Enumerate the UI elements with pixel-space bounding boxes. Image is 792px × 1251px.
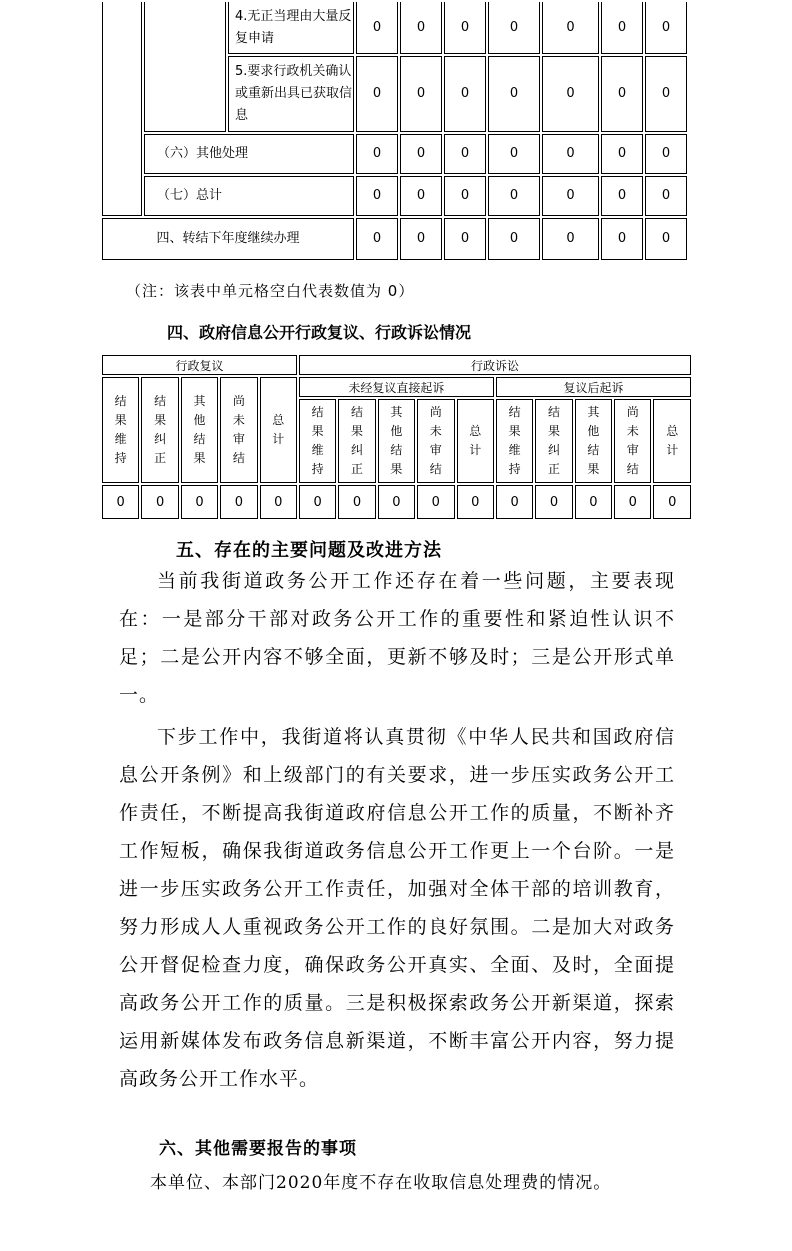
cell: 0 <box>356 56 398 132</box>
row-label: 5.要求行政机关确认或重新出具已获取信息 <box>228 56 354 132</box>
cell: 0 <box>614 485 651 519</box>
cell: 0 <box>645 56 687 132</box>
cell: 0 <box>645 218 687 260</box>
cell: 0 <box>535 485 572 519</box>
cell: 0 <box>356 134 398 174</box>
cell: 0 <box>378 485 415 519</box>
col-header: 结果纠正 <box>141 377 178 483</box>
cell: 0 <box>400 2 442 54</box>
col-header: 尚未审结 <box>220 377 257 483</box>
disposal-table <box>100 0 689 262</box>
cell: 0 <box>417 485 454 519</box>
cell: 0 <box>400 218 442 260</box>
cell: 0 <box>645 134 687 174</box>
col-header: 尚未审结 <box>614 399 651 483</box>
cell: 0 <box>542 218 599 260</box>
category-cell <box>102 2 142 216</box>
cell: 0 <box>181 485 218 519</box>
cell: 0 <box>575 485 612 519</box>
section6-text: 本单位、本部门2020年度不存在收取信息处理费的情况。 <box>150 1173 612 1193</box>
section5-title: 五、存在的主要问题及改进方法 <box>176 540 442 561</box>
row-label: （六）其他处理 <box>144 134 354 174</box>
col-header: 尚未审结 <box>417 399 454 483</box>
cell: 0 <box>488 56 540 132</box>
cell: 0 <box>338 485 375 519</box>
section6-title: 六、其他需要报告的事项 <box>159 1139 357 1159</box>
cell: 0 <box>400 176 442 216</box>
cell: 0 <box>400 134 442 174</box>
subcategory-cell <box>144 2 226 132</box>
cell: 0 <box>141 485 178 519</box>
col-header: 结果纠正 <box>338 399 375 483</box>
cell: 0 <box>653 485 691 519</box>
cell: 0 <box>542 176 599 216</box>
col-header: 总计 <box>260 377 297 483</box>
cell: 0 <box>356 176 398 216</box>
col-header: 结果纠正 <box>535 399 572 483</box>
cell: 0 <box>488 176 540 216</box>
row-label: 4.无正当理由大量反复申请 <box>228 2 354 54</box>
cell: 0 <box>601 2 643 54</box>
col-header: 结果维持 <box>299 399 336 483</box>
col-header: 其他结果 <box>181 377 218 483</box>
cell: 0 <box>444 218 486 260</box>
cell: 0 <box>444 56 486 132</box>
col-header: 其他结果 <box>378 399 415 483</box>
cell: 0 <box>601 176 643 216</box>
row-label: 四、转结下年度继续办理 <box>102 218 354 260</box>
cell: 0 <box>496 485 533 519</box>
paragraph-improvements: 下步工作中，我街道将认真贯彻《中华人民共和国政府信息公开条例》和上级部门的有关要求，进一步压实政务公开工作责任，不断提高我街道政府信息公开工作的质量，不断补齐工作短板，确保我街道政务信息公开工作更上一个台阶。一是进一步压实政务公开工作责任，加强对全体干部的培训教育，努力形成人人重视政务公开工作的良好氛围。二是加大对政务公开督促检查力度，确保政务公开真实、全面、及时，全面提高政务公开工作的质量。三是积极探索政务公开新渠道，探索运用新媒体发布政务信息新渠道，不断丰富公开内容，努力提高政务公开工作水平。 <box>119 726 675 1090</box>
cell: 0 <box>542 56 599 132</box>
cell: 0 <box>444 134 486 174</box>
group-header-review: 行政复议 <box>102 355 297 375</box>
col-header: 总计 <box>457 399 494 483</box>
col-header: 其他结果 <box>575 399 612 483</box>
row-label: （七）总计 <box>144 176 354 216</box>
sub-header-direct: 未经复议直接起诉 <box>299 377 494 397</box>
cell: 0 <box>356 2 398 54</box>
cell: 0 <box>645 176 687 216</box>
cell: 0 <box>488 134 540 174</box>
cell: 0 <box>400 56 442 132</box>
cell: 0 <box>299 485 336 519</box>
cell: 0 <box>102 485 139 519</box>
cell: 0 <box>488 218 540 260</box>
cell: 0 <box>457 485 494 519</box>
cell: 0 <box>488 2 540 54</box>
paragraph-problems: 当前我街道政务公开工作还存在着一些问题，主要表现在：一是部分干部对政务公开工作的重要性和紧迫性认识不足；二是公开内容不够全面，更新不够及时；三是公开形式单一。 <box>119 570 675 706</box>
col-header: 结果维持 <box>496 399 533 483</box>
cell: 0 <box>444 2 486 54</box>
col-header: 结果维持 <box>102 377 139 483</box>
cell: 0 <box>220 485 257 519</box>
cell: 0 <box>444 176 486 216</box>
cell: 0 <box>601 218 643 260</box>
cell: 0 <box>542 134 599 174</box>
cell: 0 <box>260 485 297 519</box>
cell: 0 <box>645 2 687 54</box>
group-header-litigation: 行政诉讼 <box>299 355 691 375</box>
table-note: （注：该表中单元格空白代表数值为 0） <box>126 282 415 300</box>
review-litigation-table <box>100 353 693 521</box>
cell: 0 <box>356 218 398 260</box>
cell: 0 <box>601 56 643 132</box>
col-header: 总计 <box>653 399 691 483</box>
sub-header-after-review: 复议后起诉 <box>496 377 691 397</box>
section4-title: 四、政府信息公开行政复议、行政诉讼情况 <box>167 323 472 342</box>
cell: 0 <box>542 2 599 54</box>
cell: 0 <box>601 134 643 174</box>
